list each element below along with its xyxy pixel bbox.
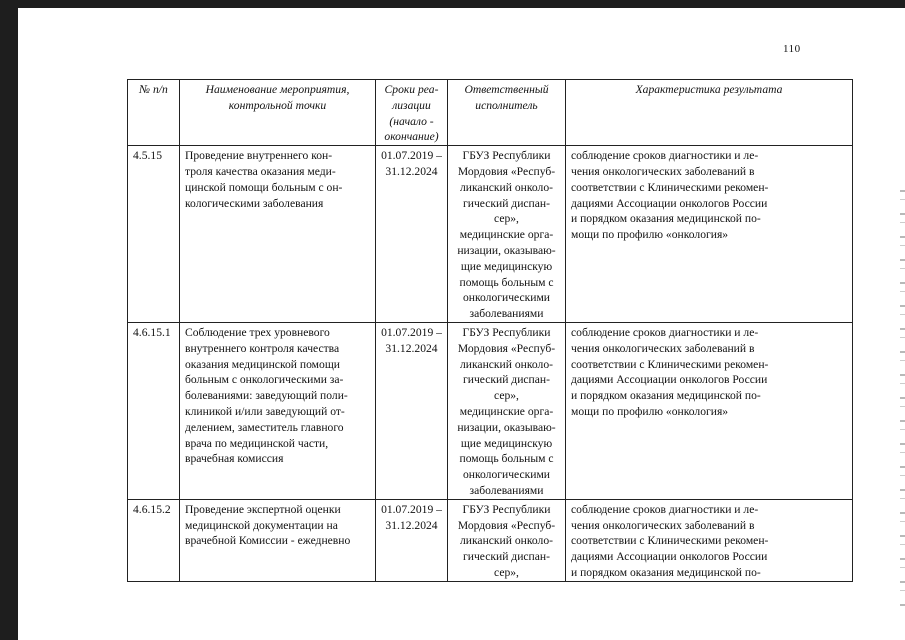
- table-row: [128, 499, 853, 581]
- cell-responsible: ГБУЗ Республики Мордовия «Респуб- ликанский онколо- гический диспан- сер», медицинские орга- низации, оказываю- щие медицинскую помощь больным с онкологическими заболеваниями: [448, 146, 566, 323]
- cell-dates: 01.07.2019 – 31.12.2024: [376, 146, 448, 323]
- cell-activity-name: Проведение экспертной оценки медицинской документации на врачебной Комиссии - ежедневно: [180, 499, 376, 581]
- cell-result: соблюдение сроков диагностики и ле- чения онкологических заболеваний в соответствии с Клиническими рекомен- дациями Ассоциации онкологов России и порядком оказания медицинской по-: [566, 499, 853, 581]
- cell-responsible: ГБУЗ Республики Мордовия «Респуб- ликанский онколо- гический диспан- сер», медицинские орга- низации, оказываю- щие медицинскую помощь больным с онкологическими заболеваниями: [448, 322, 566, 499]
- scan-border-left: [0, 0, 18, 640]
- scan-border-top: [0, 0, 905, 8]
- cell-dates: 01.07.2019 – 31.12.2024: [376, 322, 448, 499]
- table-row: [128, 322, 853, 499]
- cell-activity-name: Соблюдение трех уровневого внутреннего контроля качества оказания медицинской помощи больным с онкологическими за- болеваниями: заведующий поли- клиникой и/или заведующий от- делением, заместитель главного врача по медицинской части, врачебная комиссия: [180, 322, 376, 499]
- table-header-row: [128, 80, 853, 146]
- cell-activity-name: Проведение внутреннего кон- троля качества оказания меди- цинской помощи больным с он- кологическими заболевания: [180, 146, 376, 323]
- cell-number: 4.5.15: [128, 146, 180, 323]
- activities-table: [127, 79, 853, 582]
- cell-number: 4.6.15.2: [128, 499, 180, 581]
- header-result: Характеристика результата: [566, 80, 853, 146]
- page-number: 110: [783, 43, 801, 55]
- cell-result: соблюдение сроков диагностики и ле- чения онкологических заболеваний в соответствии с Клиническими рекомен- дациями Ассоциации онкологов России и порядком оказания медицинской по- мощи по профилю «онкология»: [566, 322, 853, 499]
- header-number: № п/п: [128, 80, 180, 146]
- table-row: [128, 146, 853, 323]
- header-activity-name: Наименование мероприятия, контрольной точки: [180, 80, 376, 146]
- header-responsible: Ответственный исполнитель: [448, 80, 566, 146]
- scan-edge-noise: [900, 190, 905, 610]
- cell-responsible: ГБУЗ Республики Мордовия «Респуб- ликанский онколо- гический диспан- сер»,: [448, 499, 566, 581]
- cell-result: соблюдение сроков диагностики и ле- чения онкологических заболеваний в соответствии с Клиническими рекомен- дациями Ассоциации онкологов России и порядком оказания медицинской по- мощи по профилю «онкология»: [566, 146, 853, 323]
- cell-number: 4.6.15.1: [128, 322, 180, 499]
- header-dates: Сроки реа- лизации (начало - окончание): [376, 80, 448, 146]
- cell-dates: 01.07.2019 – 31.12.2024: [376, 499, 448, 581]
